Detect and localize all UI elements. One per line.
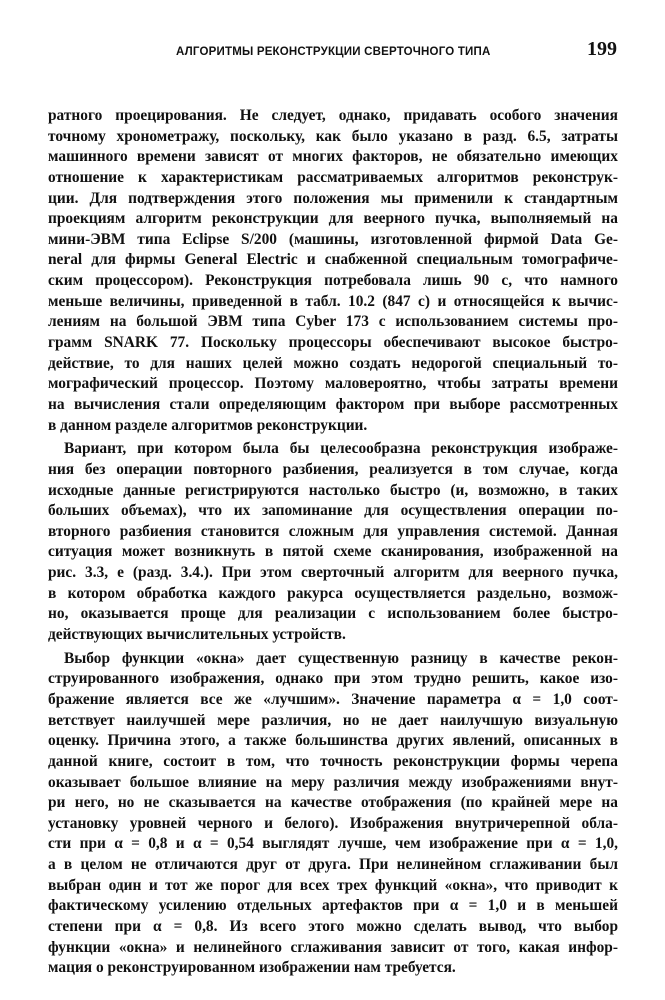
text-line: рис. 3.3, e (разд. 3.4.). При этом сверточный алгоритм для веерного пучка,	[48, 564, 618, 582]
text-line: ции. Для подтверждения этого положения мы применили к стандартным	[48, 189, 618, 207]
text-line: действие, то для наших целей можно создать недорогой специальный то-	[48, 354, 618, 372]
paragraph	[48, 106, 618, 436]
text-line: на вычисления стали определяющим фактором при выборе рассмотренных	[48, 395, 618, 413]
text-line: действующих вычислительных устройств.	[48, 626, 346, 644]
text-line: исходные данные регистрируются настолько быстро (и, возможно, в таких	[48, 481, 618, 499]
text-line: больших объемах), что их запоминание для осуществления операции по-	[48, 502, 618, 520]
body-text	[48, 106, 618, 979]
text-line: меньше величины, приведенной в табл. 10.2 (847 с) и относящейся к вычис-	[48, 292, 618, 310]
text-line: Выбор функции «окна» дает существенную разницу в качестве рекон-	[64, 649, 618, 667]
text-line: оценку. Причина этого, а также большинства других явлений, описанных в	[48, 732, 618, 750]
text-line: проекциям алгоритм реконструкции для веерного пучка, выполняемый на	[48, 210, 618, 228]
text-line: Вариант, при котором была бы целесообразна реконструкция изображе-	[64, 440, 618, 458]
text-line: данной книге, состоит в том, что точность реконструкции формы черепа	[48, 752, 618, 770]
text-line: сти при α = 0,8 и α = 0,54 выглядят лучше, чем изображение при α = 1,0,	[48, 835, 618, 853]
page-number: 199	[587, 38, 617, 60]
text-line: грамм SNARK 77. Поскольку процессоры обеспечивают высокое быстро-	[48, 334, 618, 352]
text-line: ситуация может возникнуть в пятой схеме сканирования, изображенной на	[48, 543, 618, 561]
text-line: функции «окна» и нелинейного сглаживания зависит от того, какая инфор-	[48, 938, 618, 956]
text-line: лениям на большой ЭВМ типа Cyber 173 с использованием системы про-	[48, 313, 618, 331]
text-line: neral для фирмы General Electric и снабженной специальным томографиче-	[48, 251, 618, 269]
text-line: отношение к характеристикам рассматриваемых алгоритмов реконструк-	[48, 168, 618, 186]
text-line: оказывает большое влияние на меру различия между изображениями внут-	[48, 773, 618, 791]
text-line: в данном разделе алгоритмов реконструкции.	[48, 416, 368, 434]
text-line: вторного разбиения становится сложным для управления системой. Данная	[48, 522, 618, 540]
text-line: бражение является все же «лучшим». Значение параметра α = 1,0 соот-	[48, 690, 618, 708]
text-line: мографический процессор. Поэтому маловероятно, чтобы затраты времени	[48, 375, 618, 393]
text-line: мация о реконструированном изображении нам требуется.	[48, 959, 456, 977]
text-line: установку уровней черного и белого). Изображения внутричерепной обла-	[48, 814, 618, 832]
text-line: ри него, но не сказывается на качестве отображения (по крайней мере на	[48, 794, 618, 812]
text-line: мини-ЭВМ типа Eclipse S/200 (машины, изготовленной фирмой Data Ge-	[48, 230, 618, 248]
text-line: ратного проецирования. Не следует, однако, придавать особого значения	[48, 107, 618, 124]
text-line: а в целом не отличаются друг от друга. При нелинейном сглаживании был	[48, 856, 618, 874]
text-line: выбран один и тот же порог для всех трех функций «окна», что приводит к	[48, 876, 618, 894]
text-line: в котором обработка каждого ракурса осуществляется раздельно, возмож-	[48, 584, 618, 602]
text-line: ским процессором). Реконструкция потребовала лишь 90 с, что намного	[48, 272, 618, 290]
text-line: ветствует наилучшей мере различия, но не дает наилучшую визуальную	[48, 711, 618, 729]
text-line: но, оказывается проще для реализации с использованием более быстро-	[48, 605, 618, 623]
paragraph	[48, 649, 618, 979]
text-line: машинного времени зависят от многих факторов, не обязательно имеющих	[48, 148, 618, 166]
text-line: точному хронометражу, поскольку, как было указано в разд. 6.5, затраты	[48, 127, 618, 145]
paragraph	[48, 439, 618, 645]
text-line: струированного изображения, однако при этом трудно решить, какое изо-	[48, 670, 618, 688]
running-head: АЛГОРИТМЫ РЕКОНСТРУКЦИИ СВЕРТОЧНОГО ТИПА	[176, 46, 491, 58]
text-line: степени при α = 0,8. Из всего этого можно сделать вывод, что выбор	[48, 917, 618, 935]
text-line: фактическому усилению отдельных артефактов при α = 1,0 и в меньшей	[48, 897, 618, 915]
text-line: ния без операции повторного разбиения, реализуется в том случае, когда	[48, 460, 618, 478]
